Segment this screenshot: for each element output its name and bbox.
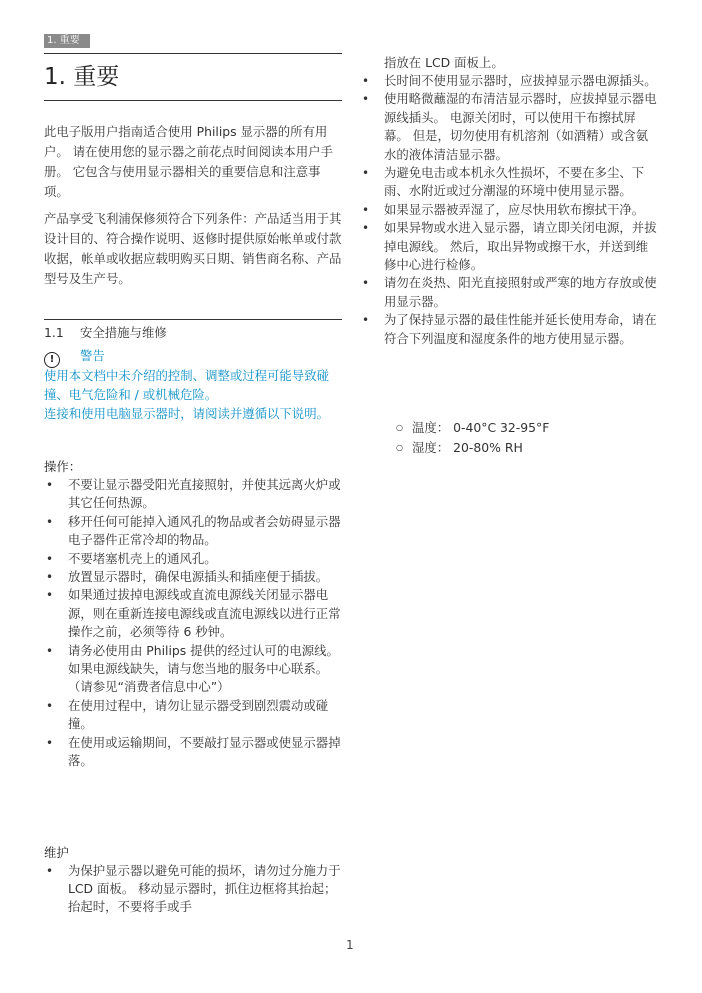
list-item: • 不要堵塞机壳上的通风孔。: [44, 550, 344, 568]
maintenance-list: [360, 54, 658, 348]
list-item: • 请勿在炎热、阳光直接照射或严寒的地方存放或使用显示器。: [360, 274, 658, 311]
operation-heading: 操作：: [44, 459, 82, 474]
list-item: • 放置显示器时，确保电源插头和插座便于插拔。: [44, 568, 344, 586]
list-item: • 如果异物或水进入显示器，请立即关闭电源，并拔掉电源线。 然后，取出异物或擦干水，并送到维修中心进行检修。: [360, 219, 658, 274]
exclamation-icon: !: [44, 352, 60, 368]
list-item: • 不要让显示器受阳光直接照射，并使其远离火炉或其它任何热源。: [44, 476, 344, 513]
page-title: 1. 重要: [44, 64, 120, 90]
condition-label: 温度：: [412, 420, 450, 435]
title-rule: [44, 100, 342, 101]
list-item: • 为了保持显示器的最佳性能并延长使用寿命，请在符合下列温度和湿度条件的地方使用显示器。: [360, 311, 658, 348]
warning-heading: [44, 347, 105, 368]
condition-value: 0-40°C 32-95°F: [453, 420, 550, 435]
section-heading: [44, 324, 167, 342]
list-item: • 长时间不使用显示器时，应拔掉显示器电源插头。: [360, 72, 658, 90]
list-item: • 如果通过拔掉电源线或直流电源线关闭显示器电源，则在重新连接电源线或直流电源线以进行正常操作之前，必须等待 6 秒钟。: [44, 586, 344, 641]
condition-label: 湿度：: [412, 440, 450, 455]
intro-paragraph-2: 产品享受飞利浦保修须符合下列条件：产品适当用于其设计目的、符合操作说明、返修时提供原始帐单或付款收据，帐单或收据应载明购买日期、销售商名称、产品型号及生产号。: [44, 211, 342, 286]
list-item: • 请务必使用由 Philips 提供的经过认可的电源线。 如果电源线缺失，请与您当地的服务中心联系。 （请参见“消费者信息中心”）: [44, 642, 344, 697]
list-item: • 在使用过程中，请勿让显示器受到剧烈震动或碰撞。: [44, 697, 344, 734]
operation-list: [44, 476, 344, 771]
maintenance-heading: 维护: [44, 845, 69, 860]
warning-text-1: 使用本文档中未介绍的控制、调整或过程可能导致碰撞、电气危险和 / 或机械危险。: [44, 368, 329, 402]
condition-humidity: [396, 438, 656, 458]
intro-paragraph-1: 此电子版用户指南适合使用 Philips 显示器的所有用户。 请在使用您的显示器之前花点时间阅读本用户手册。 它包含与使用显示器相关的重要信息和注意事项。: [44, 124, 333, 199]
section-rule: [44, 319, 342, 320]
condition-value: 20-80% RH: [453, 440, 523, 455]
list-item: • 如果显示器被弄湿了，应尽快用软布擦拭干净。: [360, 201, 658, 219]
condition-temperature: [396, 418, 656, 438]
maintenance-first-list: [44, 862, 344, 916]
header-rule: [44, 53, 342, 54]
list-item: • 移开任何可能掉入通风孔的物品或者会妨碍显示器电子器件正常冷却的物品。: [44, 513, 344, 550]
list-item: • 为保护显示器以避免可能的损坏，请勿过分施力于 LCD 面板。 移动显示器时，抓住边框将其抬起；抬起时，不要将手或手: [44, 862, 344, 916]
list-item: • 为避免电击或本机永久性损坏，不要在多尘、下雨、水附近或过分潮湿的环境中使用显示器。: [360, 164, 658, 201]
conditions-list: [396, 418, 656, 458]
section-number: 1.1: [44, 325, 64, 340]
chapter-tab: 1. 重要: [44, 34, 90, 48]
list-item: • 在使用或运输期间，不要敲打显示器或使显示器掉落。: [44, 734, 344, 771]
list-item-continuation: 指放在 LCD 面板上。: [384, 55, 504, 70]
warning-text-2: 连接和使用电脑显示器时，请阅读并遵循以下说明。: [44, 406, 329, 421]
warning-title: 警告: [80, 348, 105, 363]
page-number: 1: [346, 938, 354, 952]
list-item: • 使用略微蘸湿的布清洁显示器时，应拔掉显示器电源线插头。 电源关闭时，可以使用干布擦拭屏幕。 但是，切勿使用有机溶剂（如酒精）或含氨水的液体清洁显示器。: [360, 90, 658, 164]
section-title: 安全措施与维修: [80, 325, 167, 340]
